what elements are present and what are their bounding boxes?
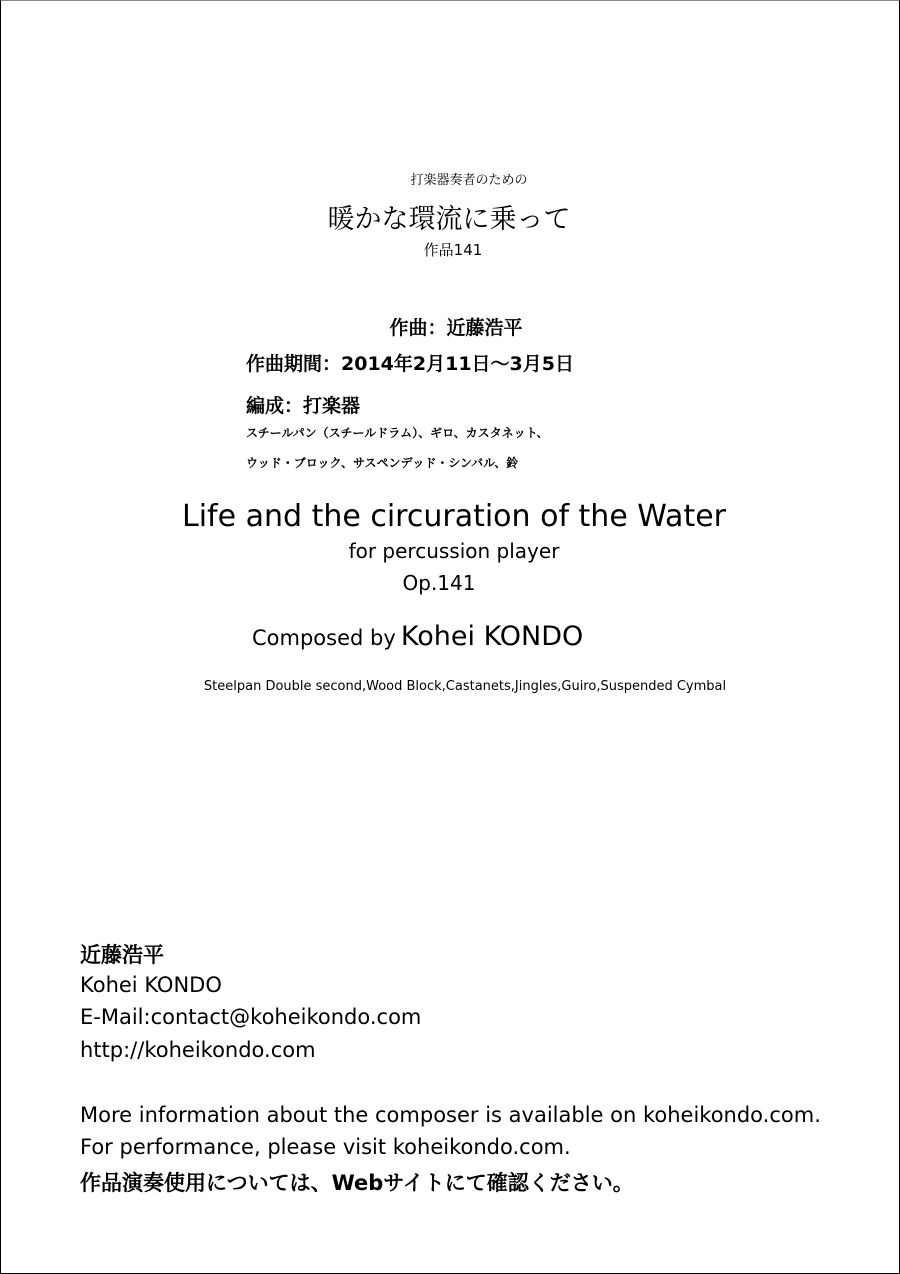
en-opus: Op.141 [402,571,476,595]
jp-instruments-line-1: スチールパン（スチールドラム）、ギロ、カスタネット、 [246,426,549,440]
jp-instruments-line-2: ウッド・ブロック、サスペンデッド・シンバル、鈴 [246,456,519,470]
jp-composition-period: 作曲期間：2014年2月11日～3月5日 [246,353,574,375]
jp-title: 暖かな環流に乗って [327,204,571,235]
en-composer-credit [252,621,583,652]
jp-opus: 作品141 [423,241,483,259]
info-line-3: 作品演奏使用については、Webサイトにて確認ください。 [80,1171,634,1195]
contact-url: http://koheikondo.com [80,1038,316,1062]
contact-email: E-Mail:contact@koheikondo.com [80,1005,422,1029]
contact-name-jp: 近藤浩平 [80,943,164,967]
en-subtitle: for percussion player [348,539,560,563]
en-instruments: Steelpan Double second,Wood Block,Castanets,Jingles,Guiro,Suspended Cymbal [203,679,727,694]
jp-instrumentation-label: 編成：打楽器 [246,395,361,417]
info-line-1: More information about the composer is available on koheikondo.com. [80,1103,821,1127]
jp-subtitle: 打楽器奏者のための [410,173,528,188]
jp-composer: 作曲：近藤浩平 [389,317,523,339]
composed-by-label: Composed by [252,626,396,650]
en-title: Life and the circuration of the Water [182,499,726,534]
info-line-2: For performance, please visit koheikondo.com. [80,1135,571,1159]
contact-name-en: Kohei KONDO [80,973,222,997]
composer-name: Kohei KONDO [400,621,584,652]
